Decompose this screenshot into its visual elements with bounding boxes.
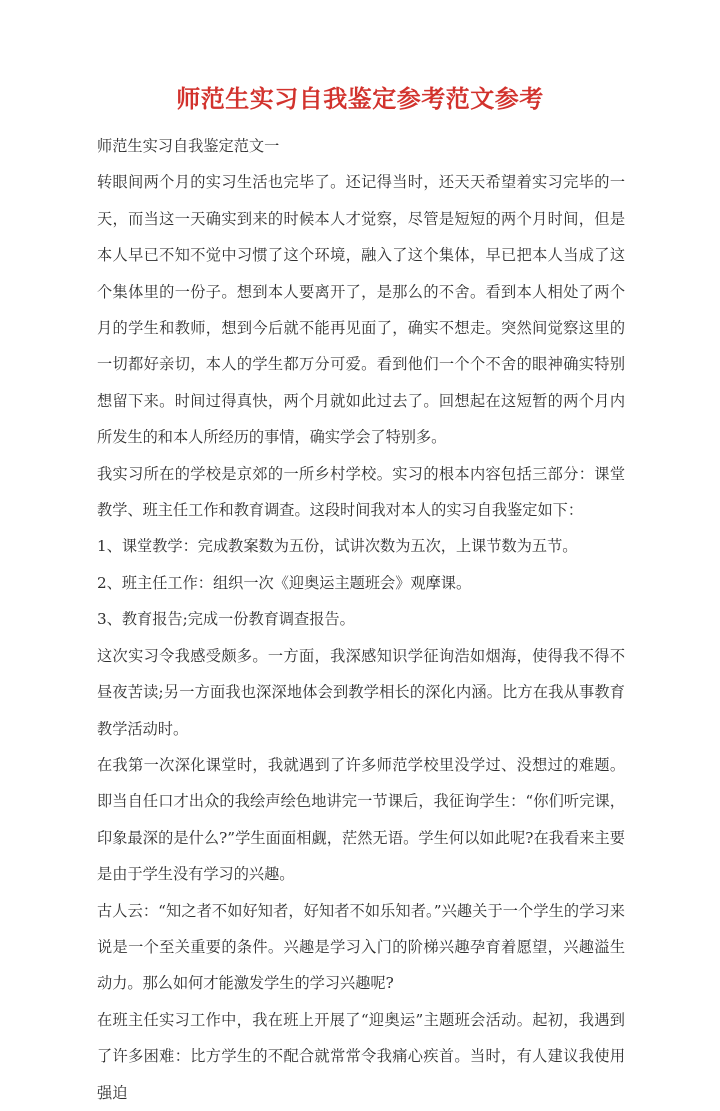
paragraph: 我实习所在的学校是京郊的一所乡村学校。实习的根本内容包括三部分：课堂教学、班主任工作和教育调查。这段时间我对本人的实习自我鉴定如下：	[97, 464, 625, 520]
paragraph-list-item-2: 2、班主任工作：组织一次《迎奥运主题班会》观摩课。	[97, 573, 472, 592]
paragraph: 在班主任实习工作中，我在班上开展了“迎奥运”主题班会活动。起初，我遇到了许多困难：比方学生的不配合就常常令我痛心疾首。当时，有人建议我使用强迫	[97, 1010, 625, 1102]
paragraph: 转眼间两个月的实习生活也完毕了。还记得当时，还天天希望着实习完毕的一天，而当这一天确实到来的时候本人才觉察，尽管是短短的两个月时间，但是本人早已不知不觉中习惯了这个环境，融入了这个集体，早已把本人当成了这个集体里的一份子。想到本人要离开了，是那么的不舍。看到本人相处了两个月的学生和教师，想到今后就不能再见面了，确实不想走。突然间觉察这里的一切都好亲切，本人的学生都万分可爱。看到他们一个个不舍的眼神确实特别想留下来。时间过得真快，两个月就如此过去了。回想起在这短暂的两个月内所发生的和本人所经历的事情，确实学会了特别多。	[97, 173, 625, 447]
paragraph: 这次实习令我感受颇多。一方面，我深感知识学征询浩如烟海，使得我不得不昼夜苦读;另一方面我也深深地体会到教学相长的深化内涵。比方在我从事教育教学活动时。	[97, 646, 625, 738]
paragraph-list-item-3: 3、教育报告;完成一份教育调查报告。	[97, 610, 355, 629]
paragraph: 古人云：“知之者不如好知者，好知者不如乐知者。”兴趣关于一个学生的学习来说是一个至关重要的条件。兴趣是学习入门的阶梯兴趣孕育着愿望，兴趣溢生动力。那么如何才能激发学生的学习兴趣呢?	[97, 901, 625, 993]
paragraph-subtitle: 师范生实习自我鉴定范文一	[97, 137, 280, 155]
paragraph-list-item-1: 1、课堂教学：完成教案数为五份，试讲次数为五次，上课节数为五节。	[97, 537, 578, 556]
page-title: 师范生实习自我鉴定参考范文参考	[176, 84, 544, 113]
document-body	[97, 128, 625, 1111]
paragraph: 在我第一次深化课堂时，我就遇到了许多师范学校里没学过、没想过的难题。即当自任口才出众的我绘声绘色地讲完一节课后，我征询学生：“你们听完课，印象最深的是什么?”学生面面相觑，茫然无语。学生何以如此呢?在我看来主要是由于学生没有学习的兴趣。	[97, 755, 625, 884]
